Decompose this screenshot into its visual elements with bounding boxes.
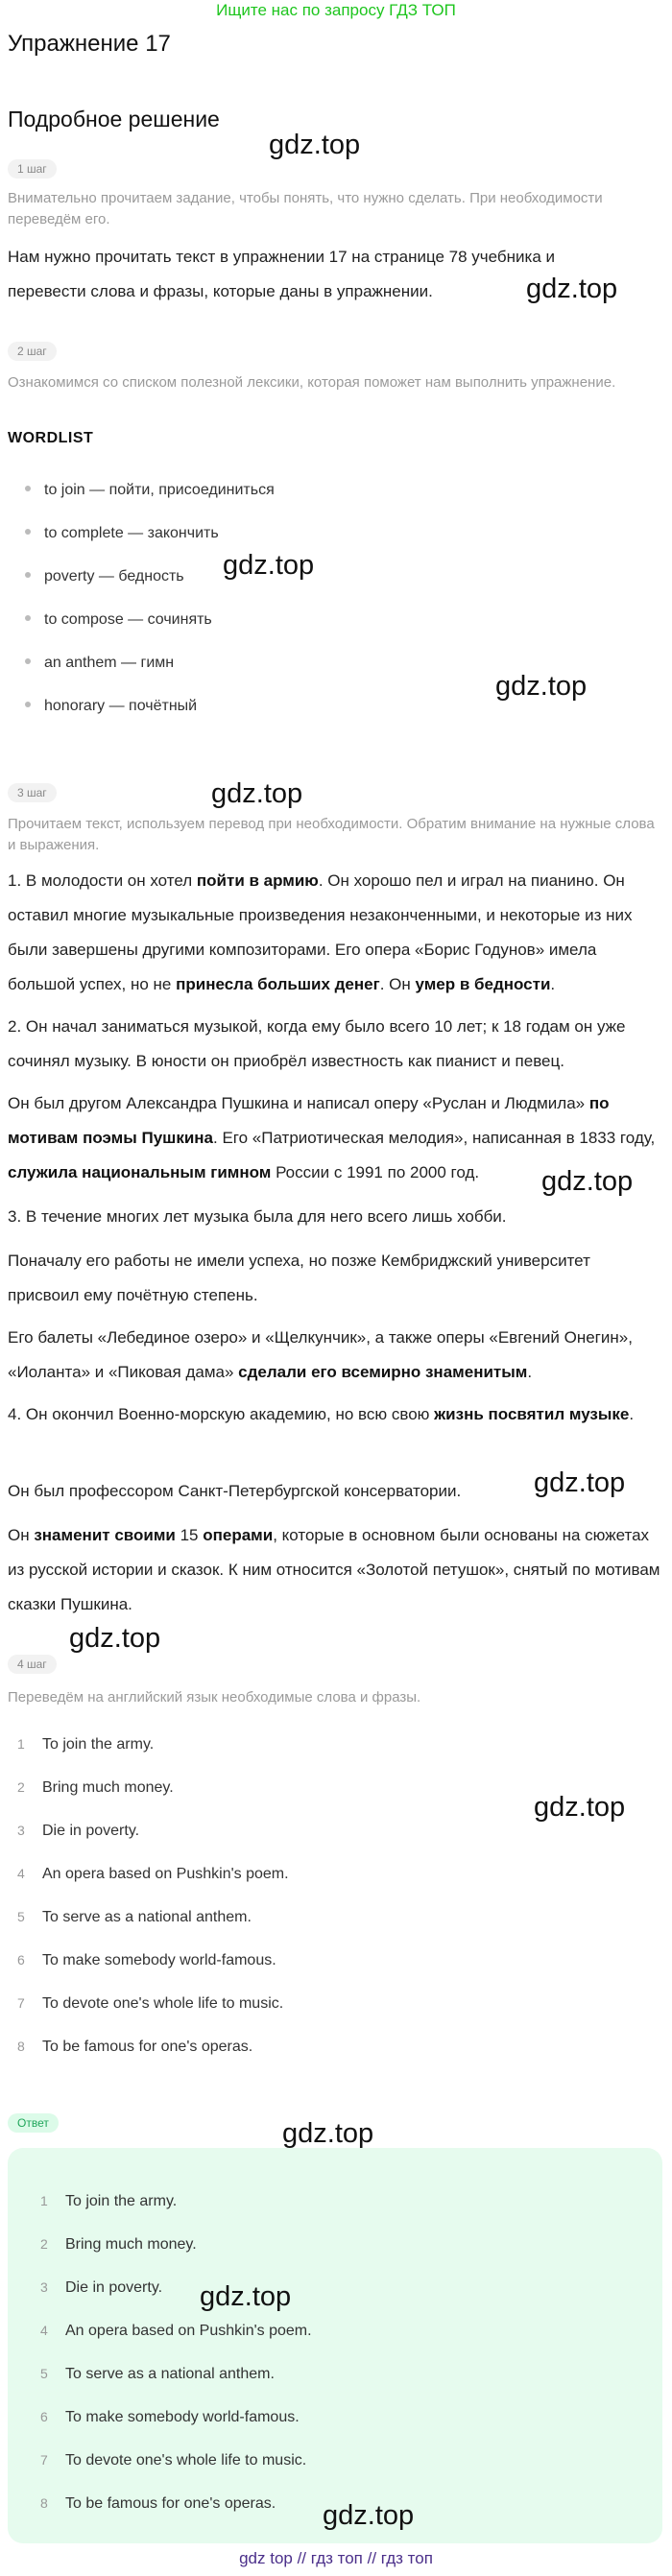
highlighted-phrase: принесла больших денег — [176, 975, 380, 993]
paragraph-text: России с 1991 по 2000 год. — [271, 1163, 480, 1181]
paragraph-text: Его балеты «Лебединое озеро» и «Щелкунчик», а также оперы «Евгений Онегин», «Иоланта» и «Пиковая дама» — [8, 1328, 633, 1381]
highlighted-phrase: по мотивам поэмы Пушкина — [8, 1094, 610, 1147]
step-3-paragraph-4 — [8, 1200, 660, 1234]
list-item: 6 To make somebody world-famous. — [17, 1952, 276, 1968]
watermark: gdz.top — [269, 130, 361, 160]
highlighted-phrase: сделали его всемирно знаменитым — [238, 1363, 528, 1381]
step-1-text-line-1: Нам нужно прочитать текст в упражнении 17 на странице 78 учебника и — [8, 248, 556, 266]
answer-item: 5 To serve as a national anthem. — [40, 2366, 275, 2382]
step-4-badge: 4 шаг — [8, 1655, 57, 1674]
paragraph-text: . Он хорошо пел и играл на пианино. Он оставил многие музыкальные произведения незаконченными, и некоторые из них были завершены другими композиторами. Его опера «Борис Годунов» имела большой успех, но не — [8, 871, 633, 993]
answer-item: 7 To devote one's whole life to music. — [40, 2452, 307, 2469]
highlighted-phrase: служила национальным гимном — [8, 1163, 272, 1181]
paragraph-text: . Он — [379, 975, 416, 993]
list-item: 1 To join the army. — [17, 1736, 155, 1753]
page-title: Упражнение 17 — [8, 31, 171, 57]
list-item: 7 To devote one's whole life to music. — [17, 1995, 284, 2012]
step-4-hint: Переведём на английский язык необходимые слова и фразы. — [8, 1689, 421, 1705]
bullet-icon — [25, 529, 31, 535]
paragraph-text: Он был профессором Санкт-Петербургской консерватории. — [8, 1482, 462, 1500]
wordlist-item: an anthem — гимн — [25, 653, 174, 674]
list-item: 4 An opera based on Pushkin's poem. — [17, 1866, 289, 1882]
watermark: gdz.top — [223, 550, 315, 581]
bullet-icon — [25, 658, 31, 664]
highlighted-phrase: операми — [203, 1526, 274, 1544]
step-3-paragraph-5 — [8, 1244, 660, 1313]
answer-item: 6 To make somebody world-famous. — [40, 2409, 300, 2425]
wordlist-item: to join — пойти, присоединиться — [25, 480, 275, 501]
paragraph-text: , которые в основном были основаны на сюжетах из русской истории и сказок. К ним относится «Золотой петушок», снятый по мотивам сказки Пушкина. — [8, 1526, 660, 1613]
bullet-icon — [25, 486, 31, 491]
watermark: gdz.top — [534, 1792, 626, 1823]
watermark: gdz.top — [211, 778, 303, 809]
paragraph-text: 3. В течение многих лет музыка была для него всего лишь хобби. — [8, 1207, 507, 1226]
wordlist-item: to complete — закончить — [25, 523, 219, 544]
step-1-badge: 1 шаг — [8, 159, 57, 179]
paragraph-text: 4. Он окончил Военно-морскую академию, но всю свою — [8, 1405, 435, 1423]
watermark: gdz.top — [534, 1467, 626, 1498]
answer-item: 4 An opera based on Pushkin's poem. — [40, 2323, 312, 2339]
step-3-badge: 3 шаг — [8, 783, 57, 802]
wordlist-item: poverty — бедность — [25, 566, 184, 587]
step-3-paragraph-6 — [8, 1321, 660, 1390]
answer-item: 2 Bring much money. — [40, 2236, 197, 2253]
wordlist-item: honorary — почётный — [25, 696, 197, 717]
step-3-paragraph-1 — [8, 864, 660, 1002]
bullet-icon — [25, 615, 31, 621]
watermark: gdz.top — [495, 671, 588, 702]
step-3-paragraph-2 — [8, 1010, 660, 1079]
paragraph-text: . — [527, 1363, 533, 1381]
list-item: 3 Die in poverty. — [17, 1823, 140, 1839]
step-2-hint: Ознакомимся со списком полезной лексики, которая поможет нам выполнить упражнение. — [8, 374, 616, 391]
paragraph-text: 15 — [175, 1526, 204, 1544]
highlighted-phrase: знаменит своими — [34, 1526, 176, 1544]
list-item: 2 Bring much money. — [17, 1779, 174, 1796]
step-3-hint: Прочитаем текст, используем перевод при необходимости. Обратим внимание на нужные слова и выражения. — [8, 816, 655, 853]
highlighted-phrase: пойти в армию — [196, 871, 319, 890]
paragraph-text: . — [629, 1405, 635, 1423]
paragraph-text: 1. В молодости он хотел — [8, 871, 197, 890]
wordlist-item: to compose — сочинять — [25, 609, 212, 631]
watermark: gdz.top — [69, 1623, 161, 1654]
paragraph-text: . Его «Патриотическая мелодия», написанная в 1833 году, — [213, 1129, 656, 1147]
paragraph-text: . — [550, 975, 556, 993]
watermark: gdz.top — [323, 2500, 415, 2531]
list-item: 5 To serve as a national anthem. — [17, 1909, 252, 1925]
watermark: gdz.top — [526, 274, 618, 304]
watermark: gdz.top — [541, 1166, 634, 1197]
answer-item: 8 To be famous for one's operas. — [40, 2495, 276, 2512]
highlighted-phrase: жизнь посвятил музыке — [434, 1405, 630, 1423]
answer-badge: Ответ — [8, 2113, 59, 2133]
footer-links[interactable]: gdz top // гдз топ // гдз топ — [239, 2549, 433, 2567]
list-item: 8 To be famous for one's operas. — [17, 2039, 253, 2055]
answer-item: 1 To join the army. — [40, 2193, 178, 2209]
paragraph-text: 2. Он начал заниматься музыкой, когда ему было всего 10 лет; к 18 годам он уже сочинял музыку. В юности он приобрёл известность как пианист и певец. — [8, 1017, 626, 1070]
step-2-badge: 2 шаг — [8, 342, 57, 361]
highlighted-phrase: умер в бедности — [415, 975, 551, 993]
watermark: gdz.top — [282, 2118, 374, 2149]
watermark: gdz.top — [200, 2281, 292, 2312]
wordlist-title: WORDLIST — [8, 430, 94, 446]
bullet-icon — [25, 572, 31, 578]
paragraph-text: Поначалу его работы не имели успеха, но позже Кембриджский университет присвоил ему почётную степень. — [8, 1252, 590, 1304]
step-1-hint: Внимательно прочитаем задание, чтобы понять, что нужно сделать. При необходимости переведём его. — [8, 190, 603, 227]
step-3-paragraph-9 — [8, 1518, 660, 1622]
answer-item: 3 Die in poverty. — [40, 2279, 163, 2296]
paragraph-text: Он был другом Александра Пушкина и написал оперу «Руслан и Людмила» — [8, 1094, 589, 1112]
section-title: Подробное решение — [8, 107, 220, 131]
top-banner[interactable]: Ищите нас по запросу ГДЗ ТОП — [216, 1, 456, 19]
step-3-paragraph-7 — [8, 1397, 660, 1432]
bullet-icon — [25, 702, 31, 707]
paragraph-text: Он — [8, 1526, 35, 1544]
step-1-text-line-2: перевести слова и фразы, которые даны в упражнении. — [8, 282, 433, 300]
